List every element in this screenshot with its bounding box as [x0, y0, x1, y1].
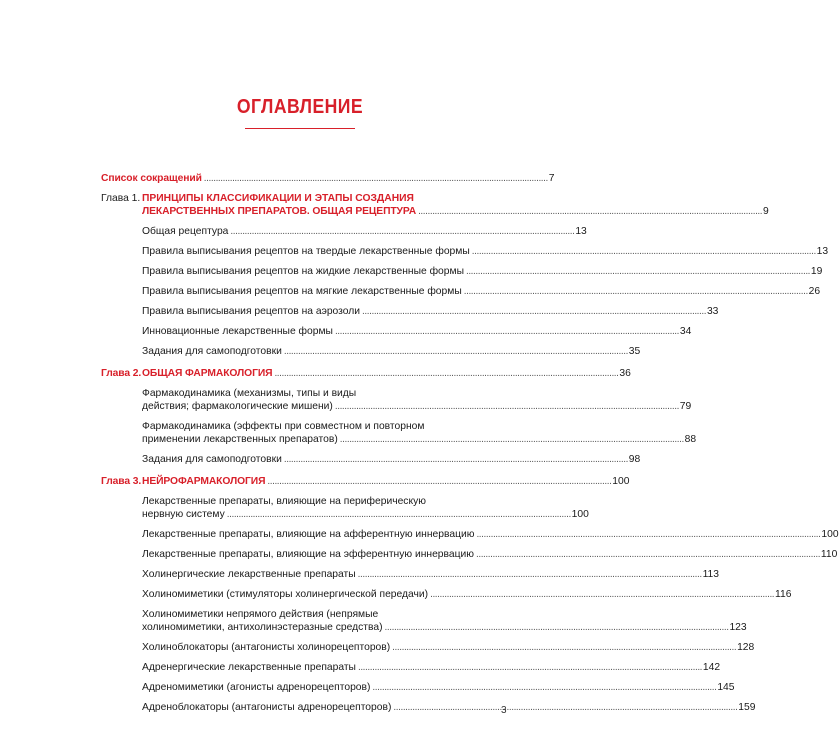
- toc-entry[interactable]: [142, 661, 721, 674]
- toc-entry[interactable]: [142, 453, 641, 466]
- toc-entry[interactable]: [142, 305, 719, 318]
- leader-dots: [358, 661, 701, 674]
- chapter-title: ОБЩАЯ ФАРМАКОЛОГИЯ: [142, 368, 273, 379]
- toc-entry-page: 116: [775, 589, 792, 600]
- leader-dots: [335, 325, 678, 338]
- table-of-contents: [101, 172, 839, 714]
- leader-dots: [284, 345, 627, 358]
- toc-entry-title: Адреноблокаторы (антагонисты адренорецепторов): [142, 702, 392, 713]
- chapter-3[interactable]: [101, 475, 630, 488]
- toc-entry-page: 98: [628, 454, 641, 465]
- toc-entry-page: 110: [820, 549, 838, 560]
- leader-dots: [284, 453, 627, 466]
- leader-dots: [358, 568, 701, 581]
- toc-entry[interactable]: [142, 245, 829, 258]
- toc-entry[interactable]: [142, 588, 792, 601]
- toc-entry[interactable]: [142, 325, 692, 338]
- toc-entry-page: 88: [684, 434, 697, 445]
- leader-dots: [464, 285, 807, 298]
- toc-entry-title: Правила выписывания рецептов на твердые лекарственные формы: [142, 246, 470, 257]
- toc-entry-page: 19: [810, 266, 823, 277]
- leader-dots: [430, 588, 773, 601]
- toc-entry-title-line: Фармакодинамика (механизмы, типы и виды: [142, 388, 357, 399]
- toc-entry-page: 100: [612, 476, 630, 487]
- toc-entry-page: 113: [702, 569, 719, 580]
- toc-entry-title-line: Лекарственные препараты, влияющие на периферическую: [142, 496, 426, 507]
- toc-entry-title: Инновационные лекарственные формы: [142, 326, 333, 337]
- toc-entry[interactable]: [142, 568, 719, 581]
- leader-dots: [466, 265, 809, 278]
- leader-dots: [204, 172, 547, 185]
- toc-entry-page: 13: [575, 226, 587, 237]
- leader-dots: [476, 528, 819, 541]
- leader-dots: [385, 621, 728, 634]
- leader-dots: [230, 225, 573, 238]
- chapter-title-line: ЛЕКАРСТВЕННЫХ ПРЕПАРАТОВ. ОБЩАЯ РЕЦЕПТУРА: [142, 206, 417, 217]
- toc-entry-title: Холиноблокаторы (антагонисты холинорецепторов): [142, 642, 391, 653]
- page-number: 3: [501, 705, 507, 716]
- toc-entry-title-line: применении лекарственных препаратов): [142, 434, 338, 445]
- leader-dots: [372, 681, 715, 694]
- toc-entry-title: Список сокращений: [101, 173, 202, 184]
- toc-entry[interactable]: [142, 681, 735, 694]
- toc-entry-title: Правила выписывания рецептов на аэрозоли: [142, 306, 361, 317]
- toc-entry-title: Правила выписывания рецептов на мягкие лекарственные формы: [142, 286, 462, 297]
- toc-entry-page: 33: [706, 306, 719, 317]
- chapter-1[interactable]: [101, 192, 769, 218]
- toc-entry-title: Лекарственные препараты, влияющие на афферентную иннервацию: [142, 529, 475, 540]
- toc-entry[interactable]: [142, 387, 692, 413]
- toc-entry[interactable]: [142, 420, 697, 446]
- title-underline: [245, 128, 355, 129]
- toc-entry[interactable]: [142, 701, 756, 714]
- toc-entry-page: 100: [821, 529, 839, 540]
- toc-entry-abbreviations[interactable]: [101, 172, 555, 185]
- toc-entry[interactable]: [142, 495, 589, 521]
- chapter-label: Глава 1.: [101, 193, 141, 204]
- chapter-label: Глава 3.: [101, 476, 142, 487]
- toc-entry-title: Адреномиметики (агонисты адренорецепторов): [142, 682, 371, 693]
- toc-entry-title: Общая рецептура: [142, 226, 229, 237]
- leader-dots: [362, 305, 705, 318]
- leader-dots: [274, 367, 617, 380]
- toc-entry-page: 79: [679, 401, 692, 412]
- toc-entry-title: Холинергические лекарственные препараты: [142, 569, 356, 580]
- toc-entry-title-line: Холиномиметики непрямого действия (непрямые: [142, 609, 379, 620]
- toc-entry-page: 123: [729, 622, 747, 633]
- toc-entry-page: 145: [717, 682, 735, 693]
- toc-entry-page: 100: [571, 509, 589, 520]
- leader-dots: [227, 508, 570, 521]
- leader-dots: [392, 641, 735, 654]
- toc-entry-title: Правила выписывания рецептов на жидкие лекарственные формы: [142, 266, 464, 277]
- toc-entry-title-line: нервную систему: [142, 509, 225, 520]
- toc-entry-title-line: Фармакодинамика (эффекты при совместном и повторном: [142, 421, 425, 432]
- toc-entry-title-line: действия; фармакологические мишени): [142, 401, 333, 412]
- toc-entry-page: 9: [762, 206, 769, 217]
- toc-entry[interactable]: [142, 548, 838, 561]
- toc-entry-title: Задания для самоподготовки: [142, 454, 282, 465]
- toc-entry-page: 26: [808, 286, 821, 297]
- toc-entry[interactable]: [142, 265, 823, 278]
- toc-entry-title: Холиномиметики (стимуляторы холинергической передачи): [142, 589, 429, 600]
- toc-entry[interactable]: [142, 641, 755, 654]
- toc-entry-title: Адренергические лекарственные препараты: [142, 662, 356, 673]
- leader-dots: [476, 548, 819, 561]
- toc-entry-page: 35: [628, 346, 641, 357]
- toc-entry[interactable]: [142, 608, 747, 634]
- leader-dots: [393, 701, 736, 714]
- leader-dots: [340, 433, 683, 446]
- toc-entry-page: 142: [702, 662, 721, 673]
- leader-dots: [418, 205, 761, 218]
- page-title: ОГЛАВЛЕНИЕ: [236, 96, 364, 118]
- toc-entry-title-line: холиномиметики, антихолинэстеразные средства): [142, 622, 383, 633]
- toc-entry-page: 128: [737, 642, 755, 653]
- toc-entry[interactable]: [142, 345, 641, 358]
- leader-dots: [472, 245, 815, 258]
- chapter-label: Глава 2.: [101, 368, 142, 379]
- chapter-title-line: ПРИНЦИПЫ КЛАССИФИКАЦИИ И ЭТАПЫ СОЗДАНИЯ: [142, 193, 414, 204]
- leader-dots: [267, 475, 610, 488]
- toc-entry-page: 13: [816, 246, 829, 257]
- toc-entry-page: 34: [679, 326, 692, 337]
- chapter-2[interactable]: [101, 367, 631, 380]
- toc-entry-page: 159: [738, 702, 756, 713]
- leader-dots: [335, 400, 678, 413]
- toc-entry[interactable]: [142, 528, 839, 541]
- toc-entry-title: Лекарственные препараты, влияющие на эфферентную иннервацию: [142, 549, 474, 560]
- toc-entry-page: 7: [548, 173, 555, 184]
- chapter-title: НЕЙРОФАРМАКОЛОГИЯ: [142, 476, 266, 487]
- toc-entry[interactable]: [142, 225, 587, 238]
- toc-entry-title: Задания для самоподготовки: [142, 346, 282, 357]
- toc-entry-page: 36: [619, 368, 631, 379]
- toc-entry[interactable]: [142, 285, 821, 298]
